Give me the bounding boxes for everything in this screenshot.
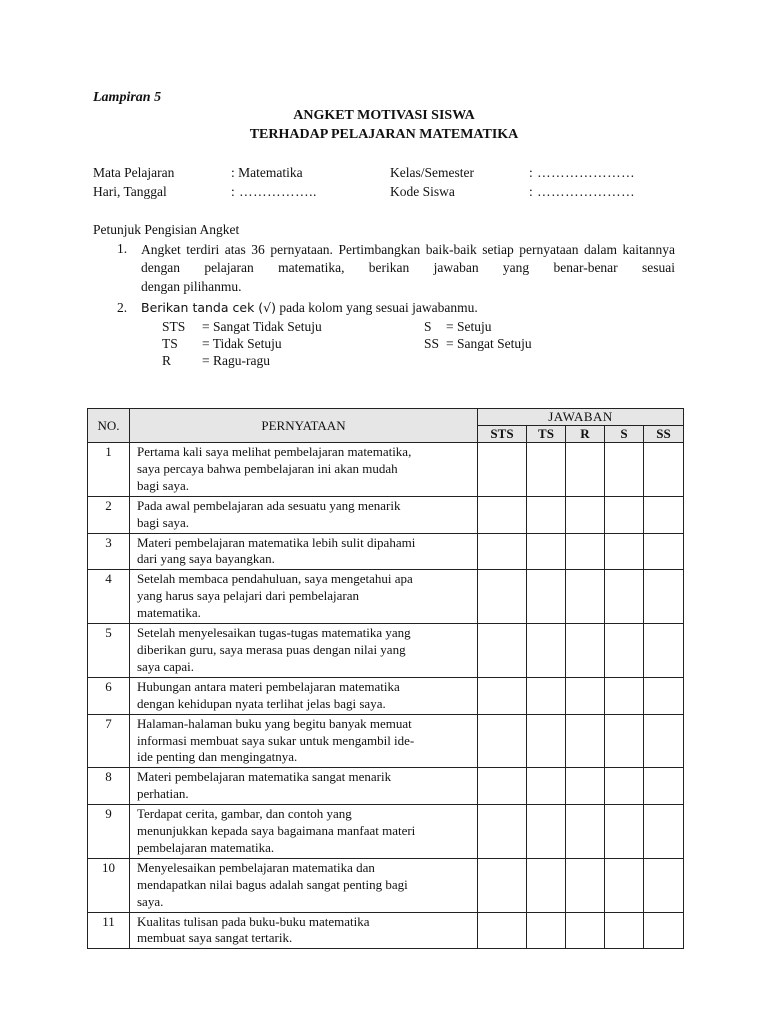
- answer-cell-r[interactable]: [566, 912, 605, 949]
- statement-text: [130, 496, 478, 533]
- answer-cell-r[interactable]: [566, 624, 605, 678]
- instruction-2-number: 2.: [117, 300, 128, 315]
- answer-cell-ss[interactable]: [644, 858, 684, 912]
- answer-cell-ts[interactable]: [527, 677, 566, 714]
- answer-cell-ss[interactable]: [644, 443, 684, 497]
- answer-cell-s[interactable]: [605, 714, 644, 768]
- answer-cell-ss[interactable]: [644, 496, 684, 533]
- table-row: [88, 533, 684, 570]
- instruction-2-text: pada kolom yang sesuai jawabanmu.: [276, 300, 478, 315]
- answer-cell-sts[interactable]: [478, 570, 527, 624]
- statement-line: ide penting dan mengingatnya.: [137, 749, 298, 765]
- answer-cell-r[interactable]: [566, 443, 605, 497]
- statement-text: [130, 533, 478, 570]
- row-number: 8: [88, 768, 130, 805]
- answer-cell-sts[interactable]: [478, 533, 527, 570]
- student-code-field[interactable]: : …………………: [529, 184, 636, 199]
- answer-cell-sts[interactable]: [478, 443, 527, 497]
- answer-cell-ts[interactable]: [527, 570, 566, 624]
- answer-cell-ts[interactable]: [527, 496, 566, 533]
- legend-desc-ss: = Sangat Setuju: [446, 336, 532, 351]
- answer-cell-ts[interactable]: [527, 624, 566, 678]
- statement-line: saya.: [137, 893, 164, 909]
- statement-text: [130, 714, 478, 768]
- table-row: [88, 768, 684, 805]
- statement-text: [130, 858, 478, 912]
- document-subtitle: TERHADAP PELAJARAN MATEMATIKA: [249, 127, 519, 142]
- statement-text: [130, 912, 478, 949]
- answer-cell-sts[interactable]: [478, 768, 527, 805]
- row-number: 1: [88, 443, 130, 497]
- answer-cell-ts[interactable]: [527, 912, 566, 949]
- row-number: 11: [88, 912, 130, 949]
- table-row: [88, 496, 684, 533]
- statement-line: Materi pembelajaran matematika lebih sulit dipahami: [137, 534, 416, 550]
- legend-desc-s: = Setuju: [446, 319, 492, 334]
- answer-cell-ts[interactable]: [527, 858, 566, 912]
- answer-cell-sts[interactable]: [478, 858, 527, 912]
- answer-cell-s[interactable]: [605, 496, 644, 533]
- statement-line: Setelah menyelesaikan tugas-tugas matematika yang: [137, 625, 411, 641]
- statement-line: yang harus saya pelajari dari pembelajaran: [137, 588, 359, 604]
- answer-cell-s[interactable]: [605, 805, 644, 859]
- answer-cell-sts[interactable]: [478, 496, 527, 533]
- statement-line: saya capai.: [137, 658, 195, 674]
- answer-cell-ss[interactable]: [644, 912, 684, 949]
- header-ts: TS: [527, 426, 566, 443]
- statement-line: perhatian.: [137, 786, 189, 802]
- table-row: [88, 677, 684, 714]
- statement-text: [130, 805, 478, 859]
- statement-line: menunjukkan kepada saya bagaimana manfaat materi: [137, 823, 416, 839]
- answer-cell-ts[interactable]: [527, 805, 566, 859]
- statement-line: matematika.: [137, 605, 201, 621]
- answer-cell-s[interactable]: [605, 858, 644, 912]
- row-number: 2: [88, 496, 130, 533]
- statement-line: mendapatkan nilai bagus adalah sangat penting bagi: [137, 876, 408, 892]
- answer-cell-ss[interactable]: [644, 570, 684, 624]
- legend-code-ts: TS: [162, 336, 178, 351]
- answer-cell-ts[interactable]: [527, 714, 566, 768]
- legend-code-sts: STS: [162, 319, 186, 334]
- appendix-label: Lampiran 5: [93, 90, 162, 105]
- answer-cell-s[interactable]: [605, 912, 644, 949]
- statement-line: dengan kehidupan nyata terlihat jelas bagi saya.: [137, 695, 386, 711]
- row-number: 6: [88, 677, 130, 714]
- header-sts: STS: [478, 426, 527, 443]
- header-s: S: [605, 426, 644, 443]
- statement-line: membuat saya sangat tertarik.: [137, 930, 293, 946]
- answer-cell-ss[interactable]: [644, 624, 684, 678]
- row-number: 3: [88, 533, 130, 570]
- answer-cell-sts[interactable]: [478, 714, 527, 768]
- statement-line: Terdapat cerita, gambar, dan contoh yang: [137, 806, 352, 822]
- statement-line: Materi pembelajaran matematika sangat menarik: [137, 769, 392, 785]
- statement-line: dari yang saya bayangkan.: [137, 551, 275, 567]
- answer-cell-r[interactable]: [566, 805, 605, 859]
- statement-line: Hubungan antara materi pembelajaran matematika: [137, 678, 400, 694]
- statement-line: diberikan guru, saya merasa puas dengan nilai yang: [137, 641, 406, 657]
- table-row: [88, 624, 684, 678]
- answer-cell-r[interactable]: [566, 768, 605, 805]
- table-row: [88, 912, 684, 949]
- answer-cell-sts[interactable]: [478, 805, 527, 859]
- instruction-2-checkmark-text: Berikan tanda cek (√): [141, 300, 276, 315]
- legend-code-s: S: [424, 319, 432, 334]
- table-body: [88, 443, 684, 949]
- statement-line: informasi membuat saya sukar untuk mengambil ide-: [137, 732, 415, 748]
- statement-line: bagi saya.: [137, 477, 189, 493]
- answer-cell-r[interactable]: [566, 714, 605, 768]
- legend-desc-ts: = Tidak Setuju: [202, 336, 282, 351]
- table-row: [88, 714, 684, 768]
- legend-code-r: R: [162, 353, 172, 368]
- header-answer: JAWABAN: [478, 409, 684, 426]
- answer-cell-r[interactable]: [566, 570, 605, 624]
- answer-cell-r[interactable]: [566, 677, 605, 714]
- student-code-label: Kode Siswa: [390, 184, 455, 199]
- instruction-1-text: Angket terdiri atas 36 pernyataan. Pertimbangkan baik-baik setiap pernyataan dalam kaitannya dengan pelajaran matematika, berikan jawaban yang benar-benar sesuai: [141, 242, 675, 276]
- answer-cell-ss[interactable]: [644, 533, 684, 570]
- statement-text: [130, 624, 478, 678]
- answer-cell-r[interactable]: [566, 858, 605, 912]
- instruction-1: [141, 241, 675, 296]
- statement-line: Kualitas tulisan pada buku-buku matematika: [137, 913, 370, 929]
- statement-line: Setelah membaca pendahuluan, saya mengetahui apa: [137, 571, 413, 587]
- subject-label: Mata Pelajaran: [93, 165, 175, 180]
- subject-value: : Matematika: [231, 165, 303, 180]
- answer-cell-s[interactable]: [605, 624, 644, 678]
- statement-line: Halaman-halaman buku yang begitu banyak memuat: [137, 715, 412, 731]
- instructions-heading: Petunjuk Pengisian Angket: [93, 222, 240, 237]
- statement-line: Pertama kali saya melihat pembelajaran matematika,: [137, 444, 412, 459]
- answer-cell-s[interactable]: [605, 768, 644, 805]
- statement-text: [130, 570, 478, 624]
- answer-cell-ss[interactable]: [644, 714, 684, 768]
- row-number: 10: [88, 858, 130, 912]
- row-number: 4: [88, 570, 130, 624]
- document-title: ANGKET MOTIVASI SISWA: [293, 108, 475, 123]
- answer-cell-ss[interactable]: [644, 805, 684, 859]
- row-number: 7: [88, 714, 130, 768]
- answer-cell-s[interactable]: [605, 443, 644, 497]
- answer-cell-r[interactable]: [566, 533, 605, 570]
- answer-cell-ts[interactable]: [527, 533, 566, 570]
- header-ss: SS: [644, 426, 684, 443]
- answer-cell-sts[interactable]: [478, 912, 527, 949]
- statement-text: [130, 768, 478, 805]
- table-row: [88, 443, 684, 497]
- legend-desc-r: = Ragu-ragu: [202, 353, 270, 368]
- legend-desc-sts: = Sangat Tidak Setuju: [202, 319, 322, 334]
- statement-text: [130, 677, 478, 714]
- instruction-1-number: 1.: [117, 241, 128, 256]
- legend-code-ss: SS: [424, 336, 440, 351]
- questionnaire-table: [87, 408, 684, 949]
- statement-line: Menyelesaikan pembelajaran matematika dan: [137, 859, 375, 875]
- answer-cell-ss[interactable]: [644, 677, 684, 714]
- header-r: R: [566, 426, 605, 443]
- table-row: [88, 805, 684, 859]
- statement-line: pembelajaran matematika.: [137, 839, 275, 855]
- statement-text: [130, 443, 478, 497]
- answer-cell-ss[interactable]: [644, 768, 684, 805]
- instruction-1-last-line: dengan pilihanmu.: [141, 278, 242, 294]
- statement-line: bagi saya.: [137, 514, 189, 530]
- instruction-2: [141, 300, 478, 316]
- answer-cell-s[interactable]: [605, 677, 644, 714]
- header-no: NO.: [88, 409, 130, 443]
- table-row: [88, 570, 684, 624]
- date-field[interactable]: : ……………..: [231, 184, 317, 199]
- answer-cell-r[interactable]: [566, 496, 605, 533]
- answer-cell-ts[interactable]: [527, 443, 566, 497]
- table-row: [88, 858, 684, 912]
- class-semester-field[interactable]: : …………………: [529, 165, 636, 180]
- answer-cell-s[interactable]: [605, 533, 644, 570]
- answer-cell-sts[interactable]: [478, 624, 527, 678]
- answer-cell-sts[interactable]: [478, 677, 527, 714]
- statement-line: saya percaya bahwa pembelajaran ini akan mudah: [137, 460, 398, 476]
- row-number: 9: [88, 805, 130, 859]
- class-semester-label: Kelas/Semester: [390, 165, 474, 180]
- row-number: 5: [88, 624, 130, 678]
- header-statement: PERNYATAAN: [130, 409, 478, 443]
- answer-cell-ts[interactable]: [527, 768, 566, 805]
- answer-cell-s[interactable]: [605, 570, 644, 624]
- statement-line: Pada awal pembelajaran ada sesuatu yang menarik: [137, 497, 401, 513]
- date-label: Hari, Tanggal: [93, 184, 167, 199]
